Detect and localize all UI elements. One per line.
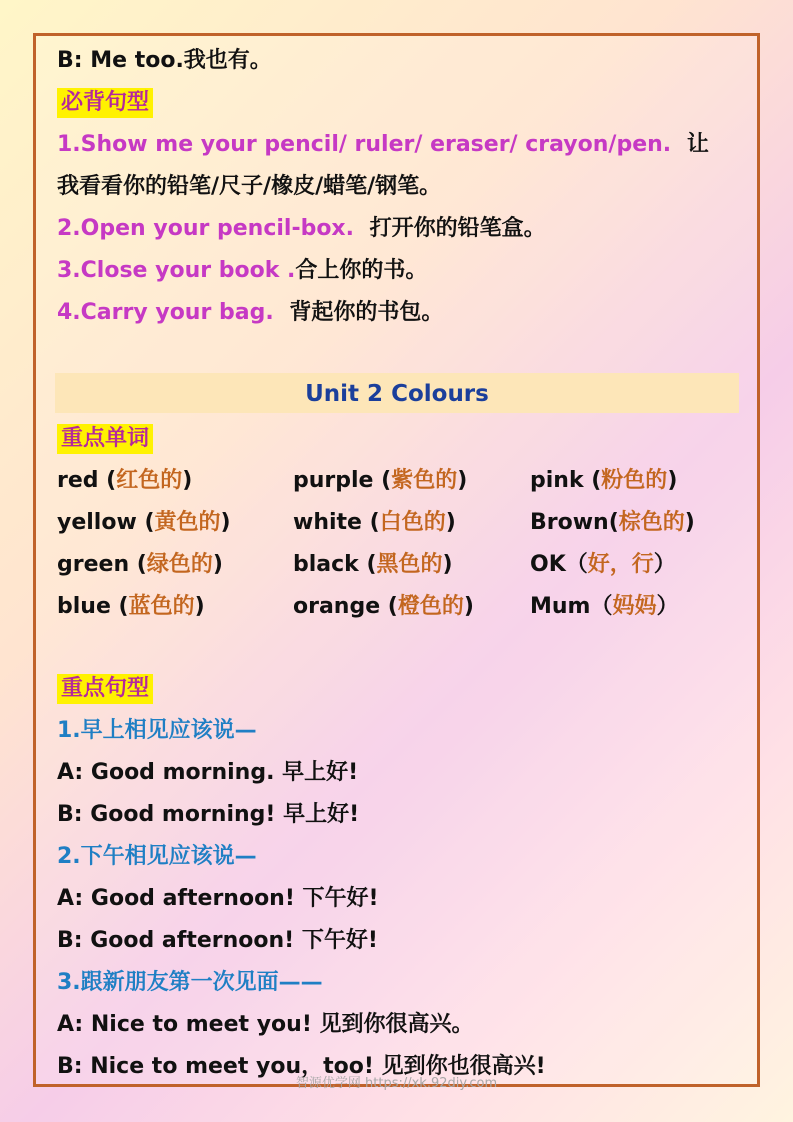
dialogue-b-afternoon: B: Good afternoon! 下午好! xyxy=(57,928,378,953)
unit-title-bar: Unit 2 Colours xyxy=(55,373,739,413)
vocab-word: Brown( xyxy=(530,510,619,535)
vocab-close-paren: ) xyxy=(212,552,223,577)
vocab-word: orange ( xyxy=(293,594,398,619)
vocab-meaning: 橙色的 xyxy=(397,594,464,619)
vocab-meaning: 紫色的 xyxy=(391,468,458,493)
vocab-item xyxy=(57,592,205,622)
vocab-meaning: 粉色的 xyxy=(601,468,668,493)
sentences-title: 重点句型 xyxy=(57,674,153,704)
vocab-meaning: 黑色的 xyxy=(376,552,443,577)
vocab-close-paren: ) xyxy=(463,594,474,619)
vocab-close-paren: ) xyxy=(182,468,193,493)
vocab-item xyxy=(293,466,467,496)
section-title-must-recite: 必背句型 xyxy=(57,88,153,118)
vocab-word: purple ( xyxy=(293,468,392,493)
heading-meeting: 3.跟新朋友第一次见面—— xyxy=(57,970,323,995)
dialogue-b-meeting: B: Nice to meet you，too! 见到你也很高兴! xyxy=(57,1054,546,1079)
vocab-meaning: 绿色的 xyxy=(146,552,213,577)
vocab-close-paren: ) xyxy=(667,468,678,493)
watermark: 智源优学网 https://xk.92diy.com xyxy=(295,1076,498,1091)
dialogue-a-meeting: A: Nice to meet you! 见到你很高兴。 xyxy=(57,1012,474,1037)
vocab-word: yellow ( xyxy=(57,510,155,535)
vocab-close-paren: ) xyxy=(442,552,453,577)
vocab-close-paren: ) xyxy=(220,510,231,535)
vocab-close-paren: ) xyxy=(445,510,456,535)
vocab-item xyxy=(530,592,679,622)
vocab-title: 重点单词 xyxy=(57,424,153,454)
dialogue-a-afternoon: A: Good afternoon! 下午好! xyxy=(57,886,379,911)
sentence-4: 4.Carry your bag. 背起你的书包。 xyxy=(57,300,444,325)
dialogue-b-line: B: Me too.我也有。 xyxy=(57,48,272,73)
vocab-close-paren: ) xyxy=(194,594,205,619)
vocab-close-paren: ） xyxy=(656,594,679,619)
vocab-close-paren: ） xyxy=(653,552,676,577)
vocab-word: blue ( xyxy=(57,594,129,619)
sentence-1-translation: 我看看你的铅笔/尺子/橡皮/蜡笔/钢笔。 xyxy=(57,174,442,199)
vocab-meaning: 白色的 xyxy=(379,510,446,535)
vocab-item xyxy=(530,466,677,496)
vocab-meaning: 好，行 xyxy=(587,552,654,577)
sentence-3: 3.Close your book .合上你的书。 xyxy=(57,258,428,283)
heading-morning: 1.早上相见应该说— xyxy=(57,718,257,743)
vocab-meaning: 蓝色的 xyxy=(128,594,195,619)
vocab-meaning: 黄色的 xyxy=(154,510,221,535)
dialogue-b-morning: B: Good morning! 早上好! xyxy=(57,802,360,827)
vocab-close-paren: ) xyxy=(457,468,468,493)
vocab-meaning: 妈妈 xyxy=(612,594,657,619)
vocab-item xyxy=(530,550,676,580)
vocab-close-paren: ) xyxy=(684,510,695,535)
vocab-word: pink ( xyxy=(530,468,602,493)
vocab-word: black ( xyxy=(293,552,377,577)
vocab-item xyxy=(293,508,456,538)
vocab-word: OK（ xyxy=(530,552,588,577)
sentence-1: 1.Show me your pencil/ ruler/ eraser/ crayon/pen. 让 xyxy=(57,132,709,157)
vocab-item xyxy=(57,466,192,496)
vocab-word: green ( xyxy=(57,552,147,577)
vocab-item xyxy=(293,550,453,580)
sentence-2: 2.Open your pencil-box. 打开你的铅笔盒。 xyxy=(57,216,546,241)
heading-afternoon: 2.下午相见应该说— xyxy=(57,844,257,869)
vocab-meaning: 红色的 xyxy=(116,468,183,493)
vocab-meaning: 棕色的 xyxy=(618,510,685,535)
vocab-word: red ( xyxy=(57,468,117,493)
vocab-word: Mum（ xyxy=(530,594,613,619)
vocab-item xyxy=(57,550,223,580)
dialogue-a-morning: A: Good morning. 早上好! xyxy=(57,760,359,785)
vocab-item xyxy=(293,592,474,622)
vocab-item xyxy=(530,508,695,538)
vocab-word: white ( xyxy=(293,510,380,535)
vocab-item xyxy=(57,508,231,538)
